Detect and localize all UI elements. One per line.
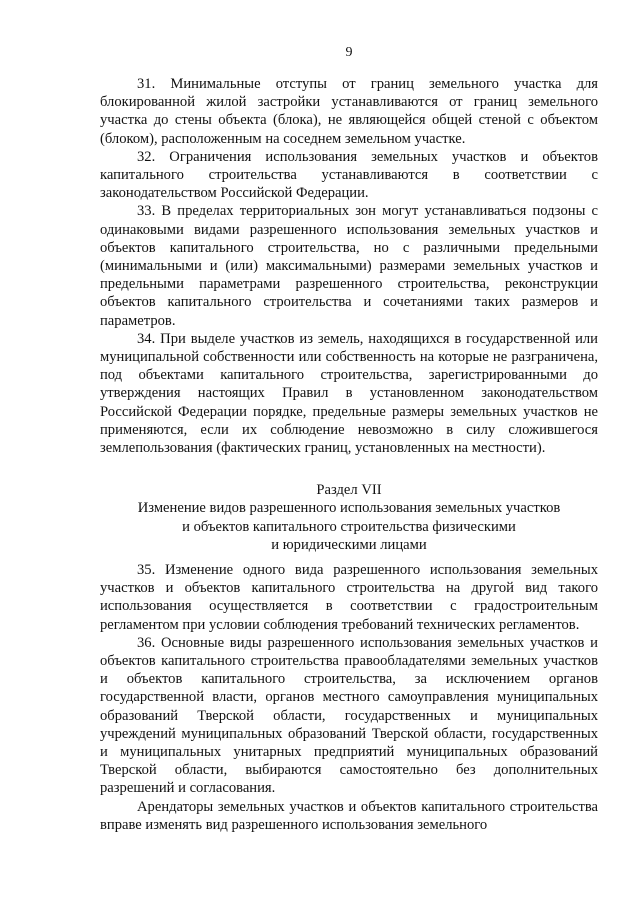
paragraph-34: 34. При выделе участков из земель, находящихся в государственной или муниципальной собственности или собственность на которые не разграничена, под объектами капитального строительства, зарегистрированными до утверждения настоящих Правил в установленном законодательством Российской Федерации порядке, предельные размеры земельных участков не применяются, если их соблюдение невозможно в силу сложившегося землепользования (фактических границ, установленных на местности). xyxy=(100,330,598,457)
paragraph-33: 33. В пределах территориальных зон могут устанавливаться подзоны с одинаковыми видами разрешенного использования земельных участков и объектов капитального строительства, но с различными предельными (минимальными и (или) максимальными) размерами земельных участков и предельными параметрами разрешенного строительства, реконструкции объектов капитального строительства и сочетаниями таких размеров и параметров. xyxy=(100,203,598,329)
section-label: Раздел VII xyxy=(316,482,382,498)
body-text-bottom xyxy=(100,561,598,834)
paragraph-31: 31. Минимальные отступы от границ земельного участка для блокированной жилой застройки устанавливаются от границ земельного участка до стены объекта (блока), не являющейся общей стеной с объектом (блоком), расположенным на соседнем земельном участке. xyxy=(100,76,598,147)
section-title-line-3: и юридическими лицами xyxy=(271,537,427,554)
section-title-line-1: Изменение видов разрешенного использования земельных участков xyxy=(137,500,561,517)
section-title-line-2: и объектов капитального строительства физическими xyxy=(182,518,516,535)
body-text-top xyxy=(100,75,598,457)
paragraph-32: 32. Ограничения использования земельных участков и объектов капитального строительства устанавливаются в соответствии с законодательством Российской Федерации. xyxy=(100,148,598,202)
paragraph-35: 35. Изменение одного вида разрешенного использования земельных участков и объектов капитального строительства на другой вид такого использования осуществляется в соответствии с градостроительным регламентом при условии соблюдения требований технических регламентов. xyxy=(100,562,598,633)
section-heading xyxy=(100,481,598,555)
page-number: 9 xyxy=(345,45,353,60)
paragraph-36: 36. Основные виды разрешенного использования земельных участков и объектов капитального строительства правообладателями земельных участков и объектов капитального строительства, за исключением органов государственной власти, органов местного самоуправления муниципальных образований Тверской области, государственных и муниципальных учреждений муниципальных образований Тверской области, государственных и муниципальных унитарных предприятий муниципальных образований Тверской области, выбираются самостоятельно без дополнительных разрешений и согласования. xyxy=(100,634,598,797)
paragraph-tenants: Арендаторы земельных участков и объектов капитального строительства вправе изменять вид разрешенного использования земельного xyxy=(100,798,598,833)
